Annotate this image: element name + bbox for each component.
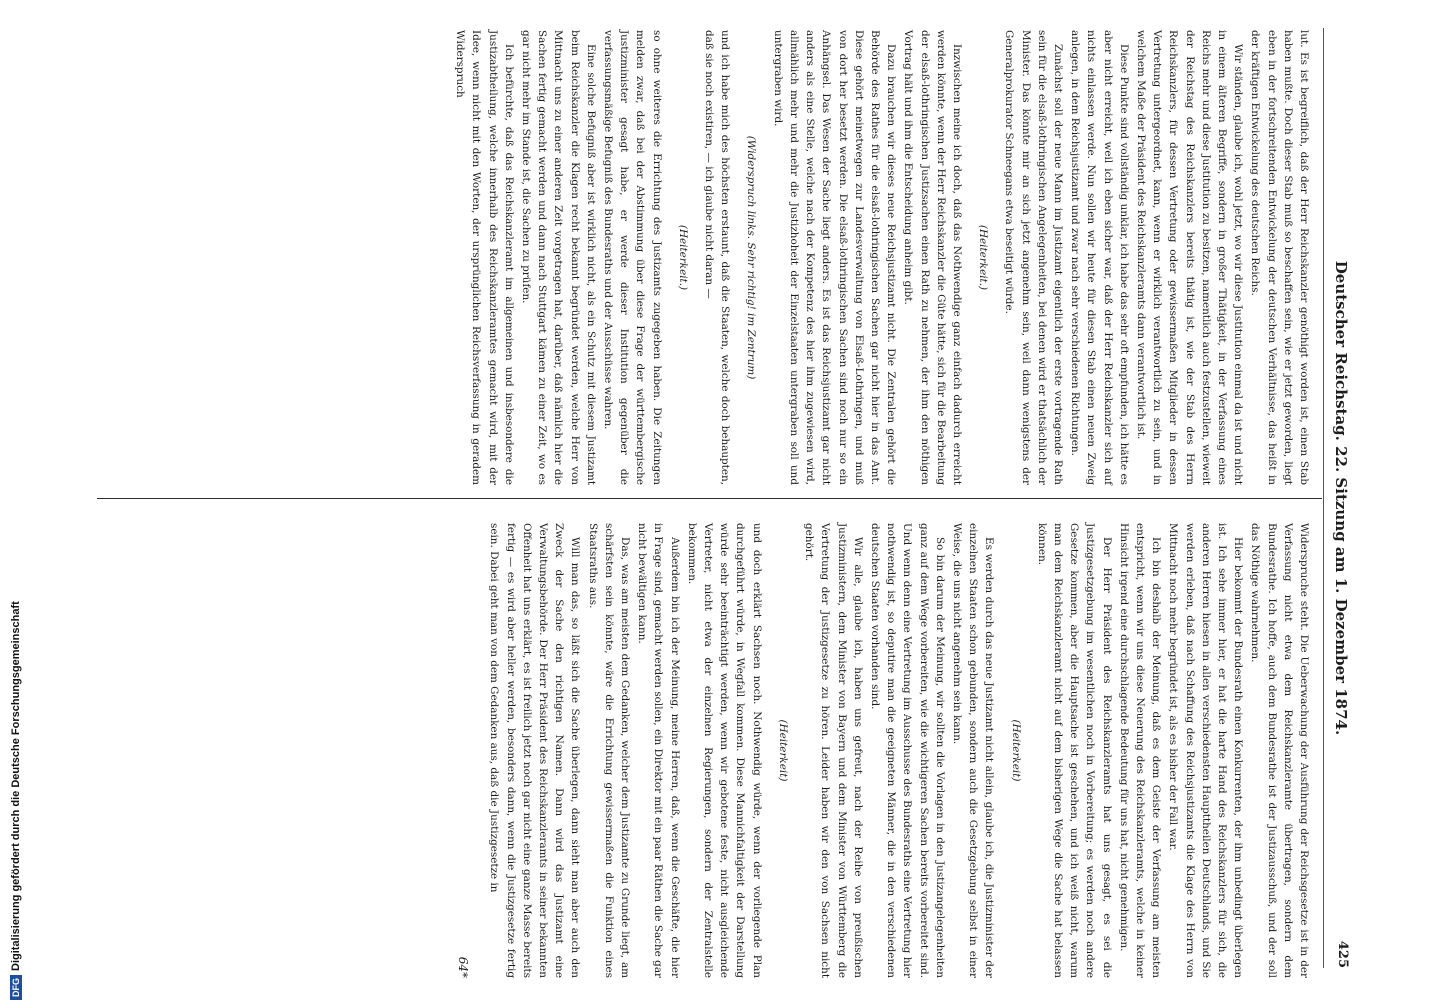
header-rule [1323,28,1324,968]
dfg-logo-icon: DFG [10,975,22,1000]
interjection: (Heiterkeit.) [977,224,990,291]
paragraph: Will man das, so läßt sich die Sache überlegen, dann sieht man aber auch den Zweck der Sache den richtigen Namen. Dann wird das Justizamt eine Verwaltungsbehörde. Der Herr Präsident des Reichskanzleramts in seiner bekannten Offenheit hat uns erklärt, es ist freilich jetzt noch gar nicht eine ganze Masse bereits fertig — es wird aber heller werden, besonders dann, wenn die Justizgesetze fertig sein. Dabei geht man von dem Gedanken aus, daß die Justizgesetze in [488,523,582,978]
paragraph: Widerspruche steht. Die Ueberwachung der Ausführung der Reichsgesetze ist in der Verfassung nicht etwa dem Reichskanzleramte übertragen, sondern dem Bundesrathe. Ich hoffe, auch dem Bundesrathe ist der Justizausschuß, und der soll das Nöthige wahrnehmen. [1249,523,1310,978]
credit-text: Digitalisierung gefördert durch die Deutsche Forschungsgemeinschaft [10,601,22,971]
left-column [451,30,1312,485]
right-column [456,523,1312,978]
paragraph: Diese Punkte sind vollständig unklar, ich habe das sehr oft empfunden, ich hätte es aber nicht erreicht, weil ich eben sicher war, daß der Herr Reichskanzler sich auf nichts einlassen werde. Nun sollen wir heute für diesen Stab einen neuen Zweig anlegen, in dem Reichsjustizamt und zwar nach sehr verschiedenen Richtungen. [1069,30,1130,485]
paragraph: lut. Es ist begreiflich, daß der Herr Reichskanzler genöthigt worden ist, einen Stab haben mußte. Doch dieser Stab muß so beschaffen sein, wie er jetzt geworden, liegt eben in der fortschreitenden Entwickelung der deutschen Verhältnisse, das heißt in der kräftigen Entwickelung des deutschen Reichs. [1249,30,1310,485]
paragraph: Eine solche Befugniß aber ist wirklich nicht, als ein Schutz mit diesem Justizamt beim Reichskanzler die Klagen recht bekannt begründet werden, welche Herr von Mittnacht uns zu einer anderen Zeit vorgetragen hat, darüber, daß nämlich hier die Sachen fertig gemacht werden und dann nach Stuttgart kämen zu einer Zeit, wo es gar nicht mehr im Stande ist, die Sachen zu prüfen. [520,30,597,485]
paragraph: Der Herr Präsident des Reichskanzleramts hat uns gesagt, es sei die Justizgesetzgebung im wesentlichen noch in Vorbereitung; es werden noch andere Gesetze kommen, aber die Hauptsache ist geschehen, und ich weiß nicht, warum man dem Reichskanzleramt nicht auf dem bisherigen Wege die Sache hat belassen können. [1035,523,1113,978]
paragraph: und doch erklärt Sachsen noch. Nothwendig würde, wenn der vorliegende Plan durchgeführt würde, in Wegfall kommen. Diese Mannichfaltigkeit der Darstellung würde sehr beeinträchtigt werden, wenn wir gebotene feste, nicht ausgleichende Vertreter, nicht etwa der einzelnen Regierungen, sondern der Zentralstelle bekommen. [685,523,763,978]
column-divider [97,498,1322,499]
rotated-document-page [87,8,1352,988]
paragraph: Wir alle, glaube ich, haben uns gefreut, nach der Reihe von preußischen Justizministern, dem Minister von Bayern und dem Minister von Württemberg die Vertretung der Justizgesetze zu hören. Leider haben wir den von Sachsen nicht gehört. [803,523,864,978]
page-title: Deutscher Reichstag. 22. Sitzung am 1. Dezember 1874. [1332,260,1350,736]
digitization-credit [10,590,28,1000]
paragraph: So bin darum der Meinung, wir sollten die Vorlagen in den Justizangelegenheiten ganz auf dem Wege vorbereiten, wie die wichtigeren Sachen bereits vorbereitet sind. Und wenn denn eine Vertretung im Ausschusse des Bundesraths eine Vertretung hier nothwendig ist, so deputire man die geeigneten Männer, die in den verschiedenen deutschen Staaten vorhanden sind. [868,523,946,978]
page-number: 425 [1335,940,1350,968]
paragraph: Hier bekommt der Bundesrath einen Konkurrenten, der ihm unbedingt überlegen ist. Ich sehe immer hier, er hat die harte Hand des Reichskanzlers für sich, die anderen Herren hiesen in allen verschiedensten Haupttheilen Deutschlands, und Sie werden erleben, daß nach Schaffung des Reichsjustizamts die Klage des Herrn von Mittnacht noch mehr begründet ist, als es bisher der Fall war. [1167,523,1245,978]
paragraph: und ich habe mich des höchsten erstaunt, daß die Staaten, welche doch behaupten, daß sie noch existiren, — ich glaube nicht daran — [703,30,732,485]
signature-mark: 64* [456,956,471,978]
paragraph: Ich bin deshalb der Meinung, daß es dem Geiste der Verfassung am meisten entspricht, wenn wir uns diese Neuerung des Reichskanzleramts, welche in keiner Hinsicht irgend eine durchschlagende Bedeutung für uns hat, nicht genehmigen. [1117,523,1163,978]
paragraph: Inzwischen meine ich doch, daß das Nothwendige ganz einfach dadurch erreicht werden könnte, wenn der Herr Reichskanzler die Güte hätte, sich für die Bearbeitung der elsaß-lothringischen Justizsachen einen Rath zu nehmen, der ihm den nöthigen Vortrag hält und ihm die Entscheidung anheim gibt. [902,30,963,485]
paragraph: Das, was am meisten dem Gedanken, welcher dem Justizamte zu Grunde liegt, am schärfsten sein könnte, wäre die Errichtung gewissermaßen die Funktion eines Staatsraths aus. [586,523,632,978]
paragraph: Zunächst soll der neue Mann im Justizamt eigentlich der erste vortragende Rath sein für die elsaß-lothringischen Angelegenheiten, bei denen wird er thatsächlich der Minister. Das könnte mir an sich jetzt angenehm sein, weil dann wenigstens der Generalprokurator Schneegans etwa beseitigt würde. [1003,30,1064,485]
paragraph: Außerdem bin ich der Meinung, meine Herren, daß, wenn die Geschäfte, die hier in Frage sind, gemacht werden sollen, ein Direktor mit ein paar Räthen die Sache gar nicht bewältigen kann. [636,523,681,978]
interjection: (Heiterkeit) [1009,719,1022,782]
interjection: (Widerspruch links. Sehr richtig! im Zentrum) [745,135,758,380]
paragraph: Ich befürchte, daß das Reichskanzleramt im allgemeinen und insbesondere die Justizabtheilung, welche innerhalb des Reichskanzleramtes gemacht wird, mit der Idee, wenn nicht mit den Worten, der ursprünglichen Reichsverfassung in geradem Widerspruch [454,30,515,485]
interjection: (Heiterkeit.) [676,224,689,291]
interjection: (Heiterkeit) [776,719,789,782]
paragraph: Es werden durch das neue Justizamt nicht allein, glaube ich, die Justizminister der einzelnen Staaten schon gebunden, sondern auch die Gesetzgebung selbst in einer Weise, die uns nicht angenehm sein kann. [950,523,996,978]
paragraph: Dazu brauchen wir dieses neue Reichsjustizamt nicht. Die Zentralen gehört die Behörde des Rathes für die elsaß-lothringischen Sachen gar nicht hier in das Amt. Diese gehört meinetwegen zur Landesverwaltung von Elsaß-Lothringen, und muß von dort her besetzt werden. Die elsaß-lothringischen Sachen sind noch nur so ein Anhängsel. Das Wesen der Sache liegt anders. Es ist das Reichsjustizamt gar nicht anders als eine Stelle, welche nach der Kompetenz des hier ihm zugewiesen wird, allmählich mehr und mehr die Justizhoheit der Einzelstaaten untergraben soll und untergraben wird. [771,30,898,485]
running-head [1328,28,1350,968]
paragraph: so ohne weiteres die Errichtung des Justizamts zugegeben haben. Die Zeitungen melden zwar, daß bei der Abstimmung über diese Frage der württembergische Justizminister gesagt habe, er werde dieser Institution gegenüber die verfassungsmäßige Befugniß des Bundesraths und der Ausschüsse wahren. [602,30,663,485]
paragraph: Wir ständen, glaube ich, wohl jetzt, wo wir diese Justitution einmal da ist und nicht in einem älteren Begriffe, sondern in großer Thätigkeit, in der Verfassung eines Reichs mehr und diese Justitution zu besitzen, namentlich auch festzustellen, wieweit der Reichstag des Reichskanzlers bereits thätig ist, wie der Stab des Herrn Reichskanzlers, für dessen Vertretung oder gewissermaßen Mitglieder in dessen Vertretung untergeordnet, kann, wenn er wirklich verantwortlich zu sein, und in welchem Maße der Präsident des Reichskanzleramts dann verantwortlich ist. [1134,30,1245,485]
